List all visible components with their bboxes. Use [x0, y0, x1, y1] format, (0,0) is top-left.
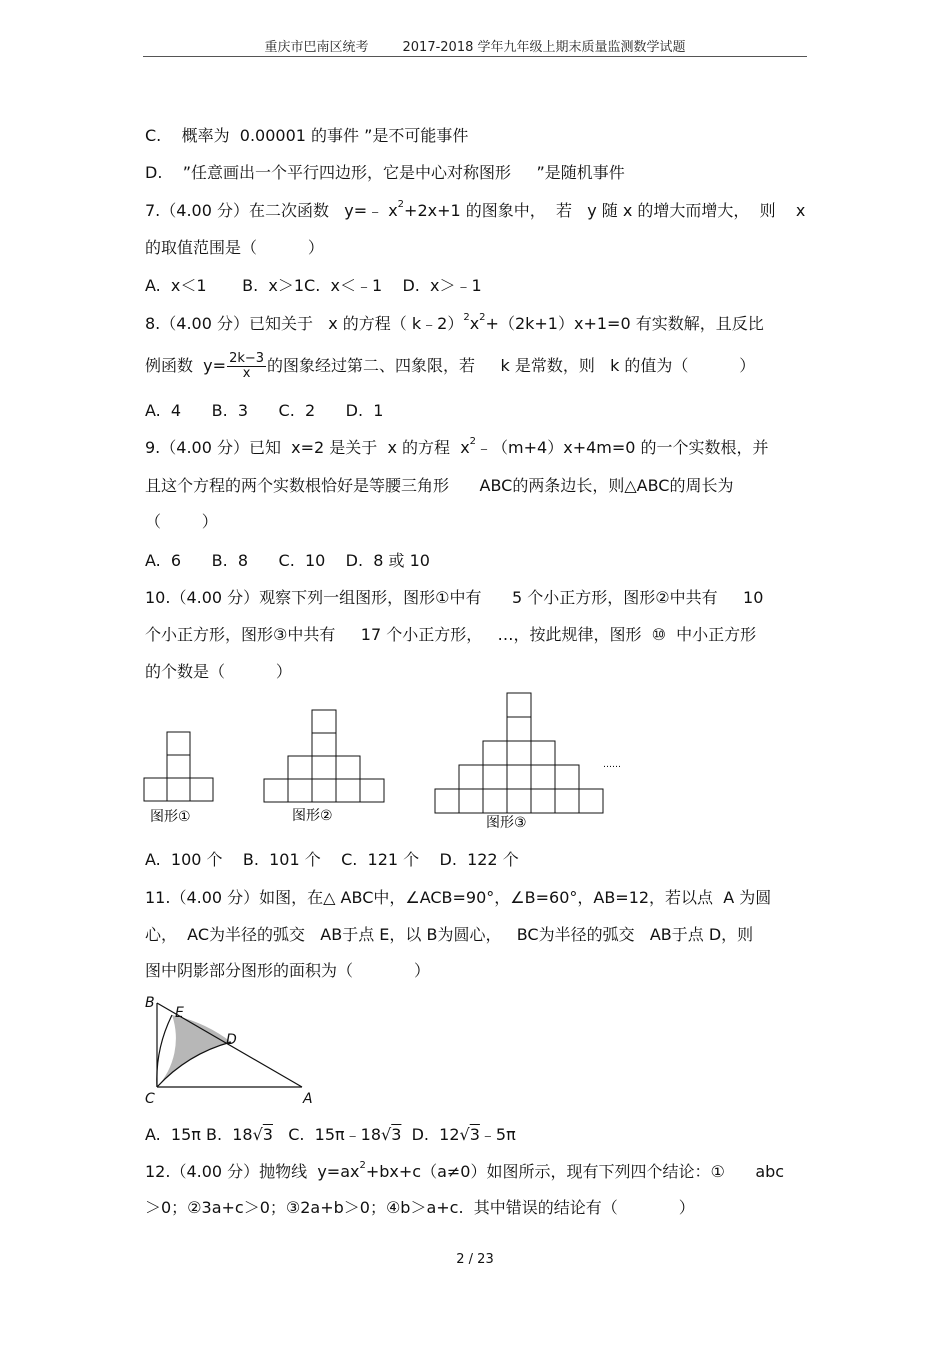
page-number: 2 / 23: [456, 1252, 494, 1267]
point-d-label: D: [226, 1032, 237, 1048]
point-c-label: C: [145, 1091, 155, 1105]
q7-options: A. x＜1 B. x＞1C. x＜﹣1 D. x＞﹣1: [145, 276, 482, 295]
q9-exponent: 2: [469, 436, 477, 447]
q6-option-c: C. 概率为 0.00001 的事件 ”是不可能事件: [145, 126, 469, 145]
continuation-dots: ……: [603, 760, 621, 770]
q7-line-2: 的取值范围是（ ）: [145, 238, 324, 257]
point-a-label: A: [303, 1091, 313, 1105]
q11-line-3: 图中阴影部分图形的面积为（ ）: [145, 961, 431, 980]
q7-exponent: 2: [397, 199, 405, 210]
q9-text-b: ﹣（m+4）x+4m=0 的一个实数根，并: [476, 438, 769, 457]
q7-line-1: [145, 201, 805, 221]
q10-figure: [0, 690, 950, 840]
q12-exponent: 2: [359, 1160, 366, 1171]
q8-line-1: [145, 314, 764, 334]
q12-line-1: [145, 1162, 784, 1182]
figure-3-squares: [435, 693, 603, 813]
q9-line-2: 且这个方程的两个实数根恰好是等腰三角形 ABC的两条边长，则△ABC的周长为: [145, 476, 734, 495]
q12-line-2: ＞0；②3a+c＞0；③2a+b＞0；④b＞a+c. 其中错误的结论有（ ）: [145, 1198, 695, 1217]
q8-text-d: 例函数 y=: [145, 356, 227, 375]
q8-fraction: [227, 352, 266, 381]
q8-text-a: 8.（4.00 分）已知关于 x 的方程（ k﹣2）: [145, 314, 464, 333]
q8-text-b: x: [469, 314, 480, 333]
q8-text-c: +（2k+1）x+1=0 有实数解，且反比: [485, 314, 764, 333]
figure-1-squares: [144, 732, 213, 801]
q9-line-1: [145, 438, 769, 458]
figure-3-label: 图形③: [486, 815, 527, 831]
figure-1-label: 图形①: [150, 809, 191, 825]
q7-text-b: +2x+1 的图象中， 若 y 随 x 的增大而增大， 则 x: [404, 201, 806, 220]
header-right: 2017-2018 学年九年级上期末质量监测数学试题: [402, 40, 686, 55]
page-header: [0, 36, 950, 55]
q8-text-e: 的图象经过第二、四象限，若 k 是常数，则 k 的值为（ ）: [267, 356, 756, 375]
sqrt-sign-2: √: [381, 1125, 392, 1144]
sqrt-argument-2: 3: [391, 1125, 402, 1144]
q11-triangle-figure: [140, 990, 340, 1105]
figure-2-squares: [264, 710, 384, 802]
q8-exponent-1: 2: [463, 312, 470, 323]
q10-options: A. 100 个 B. 101 个 C. 121 个 D. 122 个: [145, 850, 519, 869]
q8-line-2: [145, 352, 755, 381]
point-e-label: E: [175, 1005, 184, 1021]
q7-text-a: 7.（4.00 分）在二次函数 y=﹣ x: [145, 201, 398, 220]
q11-options: [145, 1125, 516, 1145]
sqrt-argument-3: 3: [469, 1125, 480, 1144]
q10-line-3: 的个数是（ ）: [145, 662, 292, 681]
q8-fraction-denominator: x: [242, 366, 251, 381]
q12-text-a: 12.（4.00 分）抛物线 y=ax: [145, 1162, 360, 1181]
q9-text-a: 9.（4.00 分）已知 x=2 是关于 x 的方程 x: [145, 438, 470, 457]
q11-option-d: D. 12: [401, 1125, 460, 1144]
q10-line-2: 个小正方形，图形③中共有 17 个小正方形， …，按此规律，图形 ⑩ 中小正方形: [145, 625, 757, 644]
header-rule: [143, 56, 807, 57]
q9-line-3: （ ）: [145, 512, 218, 531]
q11-line-2: 心， AC为半径的弧交 AB于点 E，以 B为圆心， BC为半径的弧交 AB于点 D，则: [145, 925, 754, 944]
sqrt-argument-1: 3: [262, 1125, 273, 1144]
q8-fraction-numerator: 2k−3: [229, 351, 265, 366]
q6-option-d: D. ”任意画出一个平行四边形，它是中心对称图形 ”是随机事件: [145, 163, 625, 182]
point-b-label: B: [145, 995, 155, 1011]
q11-option-d-tail: ﹣5π: [479, 1125, 516, 1144]
q8-exponent-2: 2: [479, 312, 486, 323]
q10-line-1: 10.（4.00 分）观察下列一组图形，图形①中有 5 个小正方形，图形②中共有 10: [145, 588, 764, 607]
header-left: 重庆市巴南区统考: [264, 40, 369, 55]
q11-option-c: C. 15π﹣18: [272, 1125, 382, 1144]
q12-text-b: +bx+c（a≠0）如图所示，现有下列四个结论：① abc: [365, 1162, 785, 1181]
sqrt-sign-3: √: [459, 1125, 470, 1144]
q8-options: A. 4 B. 3 C. 2 D. 1: [145, 401, 384, 420]
q11-option-a: A. 15π B. 18: [145, 1125, 253, 1144]
q11-line-1: 11.（4.00 分）如图，在△ ABC中，∠ACB=90°，∠B=60°，AB=12，若以点 A 为圆: [145, 888, 772, 907]
arc-from-a: [157, 1015, 172, 1087]
figure-2-label: 图形②: [292, 808, 333, 824]
sqrt-sign-1: √: [252, 1125, 263, 1144]
q9-options: A. 6 B. 8 C. 10 D. 8 或 10: [145, 551, 430, 570]
